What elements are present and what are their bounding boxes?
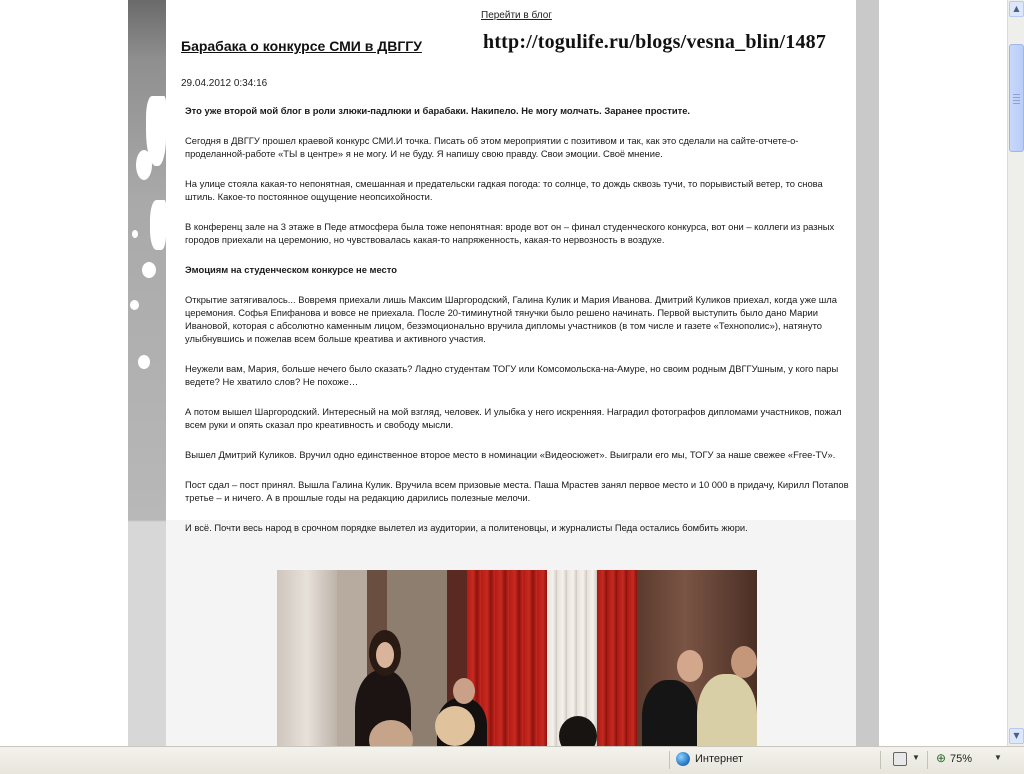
article-paragraph: На улице стояла какая-то непонятная, смешанная и предательски гадкая погода: то солнце, то дождь сквозь тучи, то порывистый ветер, то снова штиль. Какое-то постоянное ощущение неопсихойности. (185, 178, 823, 202)
chevron-down-icon[interactable]: ▼ (912, 753, 920, 762)
watermark-url: http://togulife.ru/blogs/vesna_blin/1487 (483, 31, 827, 53)
ceremony-photo (277, 570, 757, 746)
article-body (185, 104, 853, 551)
article-paragraph: Сегодня в ДВГГУ прошел краевой конкурс СМИ.И точка. Писать об этом мероприятии с позитивом и так, как это сделали на сайте-отчете-о-проделанной-работе «ТЫ в центре» я не могу. И не буду. Я напишу свою правду. Свои эмоции. Своё мнение. (185, 135, 799, 159)
scroll-thumb[interactable] (1009, 44, 1024, 152)
go-to-blog-link[interactable]: Перейти в блог (481, 10, 552, 21)
post-date: 29.04.2012 0:34:16 (181, 78, 268, 89)
article-paragraph: В конференц зале на 3 этаже в Педе атмосфера была тоже непонятная: вроде вот он – финал студенческого конкурса, вот они – коллеги из разных городов приехали на церемонию, но чувствовалась какая-то напряженность, какая-то нервозность в воздухе. (185, 221, 835, 245)
article-subheading: Эмоциям на студенческом конкурсе не место (185, 264, 397, 275)
right-side-band (856, 0, 879, 746)
globe-icon (676, 752, 690, 766)
article-paragraph: Открытие затягивалось... Вовремя приехали лишь Максим Шаргородский, Галина Кулик и Мария Иванова. Дмитрий Куликов приехал, когда уже шла церемония. Софья Епифанова и вовсе не приехала. После 20-тиминутной тянучки было решено начинать. Первой выступить было дано Марии Ивановой, которая с абсолютно каменным лицом, безэмоционально вручила дипломы участников (в том числе и газете «Технополис»), натянуто улыбнувшись и пожелав всем больше креатива и активного участия. (185, 294, 837, 344)
post-title: Барабака о конкурсе СМИ в ДВГГУ (181, 38, 422, 54)
article-paragraph: Пост сдал – пост принял. Вышла Галина Кулик. Вручила всем призовые места. Паша Мрастев занял первое место и 10 000 в придачу, Кирилл Потапов третье – и ничего. А в прошлые годы на редакцию дарились полезные мелочи. (185, 479, 849, 503)
zoom-icon[interactable]: ⊕ (936, 751, 947, 765)
scroll-down-button[interactable]: ▼ (1009, 728, 1024, 744)
article-paragraph: Неужели вам, Мария, больше нечего было сказать? Ладно студентам ТОГУ или Комсомольска-на-Амуре, но своим родным ДВГГУшным, у кого пары ведете? Не хватило слов? Не похоже… (185, 363, 839, 387)
scroll-up-button[interactable]: ▲ (1009, 1, 1024, 17)
zoom-level[interactable]: 75% (950, 753, 973, 765)
article-paragraph: Это уже второй мой блог в роли злюки-падлюки и барабаки. Накипело. Не могу молчать. Заранее простите. (185, 105, 691, 116)
browser-status-bar (0, 746, 1024, 774)
vertical-scrollbar[interactable] (1007, 0, 1024, 746)
protected-mode-icon[interactable] (893, 752, 907, 766)
article-paragraph: И всё. Почти весь народ в срочном порядке вылетел из аудитории, а политеновцы, и журналисты Педа остались бомбить жюри. (185, 522, 748, 533)
article-paragraph: Вышел Дмитрий Куликов. Вручил одно единственное второе место в номинации «Видеосюжет». Выиграли его мы, ТОГУ за наше свежее «Free-TV». (185, 449, 836, 460)
decorative-ink-strip (128, 0, 166, 746)
security-zone-label: Интернет (695, 753, 743, 765)
chevron-down-icon[interactable]: ▼ (994, 753, 1002, 762)
article-paragraph: А потом вышел Шаргородский. Интересный на мой взгляд, человек. И улыбка у него искренняя. Наградил фотографов дипломами участников, пожал всем руки и опять сказал про креативность и свободу мысли. (185, 406, 842, 430)
